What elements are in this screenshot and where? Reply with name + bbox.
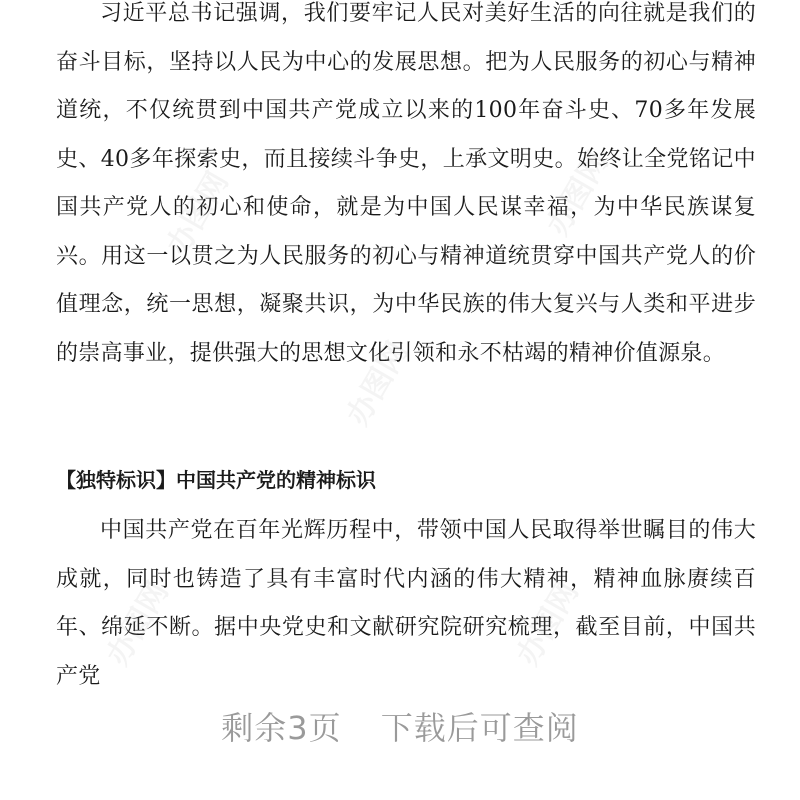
- body-paragraph-1: 习近平总书记强调，我们要牢记人民对美好生活的向往就是我们的奋斗目标，坚持以人民为中心的发展思想。把为人民服务的初心与精神道统，不仅统贯到中国共产党成立以来的100年奋斗史、70多年发展史、40多年探索史，而且接续斗争史，上承文明史。始终让全党铭记中国共产党人的初心和使命，就是为中国人民谋幸福，为中华民族谋复兴。用这一以贯之为人民服务的初心与精神道统贯穿中国共产党人的价值理念，统一思想，凝聚共识，为中华民族的伟大复兴与人类和平进步的崇高事业，提供强大的思想文化引领和永不枯竭的精神价值源泉。: [56, 1, 756, 366]
- body-paragraph-2: 中国共产党在百年光辉历程中，带领中国人民取得举世瞩目的伟大成就，同时也铸造了具有丰富时代内涵的伟大精神，精神血脉赓续百年、绵延不断。据中央党史和文献研究院研究梳理，截至目前，中国共产党: [56, 518, 756, 689]
- section-heading: 【独特标识】中国共产党的精神标识: [56, 468, 376, 492]
- watermark-logo: 办图网: [510, 576, 586, 672]
- watermark-logo: 办图网: [160, 166, 236, 262]
- download-prompt-label[interactable]: 下载后可查阅: [380, 709, 579, 747]
- remaining-pages-label[interactable]: 剩余3页: [221, 709, 342, 747]
- watermark-logo: 办图网: [540, 146, 616, 242]
- watermark-logo: 办图网: [100, 576, 176, 672]
- download-banner[interactable]: [0, 698, 800, 758]
- watermark-logo: 办图网: [340, 336, 416, 432]
